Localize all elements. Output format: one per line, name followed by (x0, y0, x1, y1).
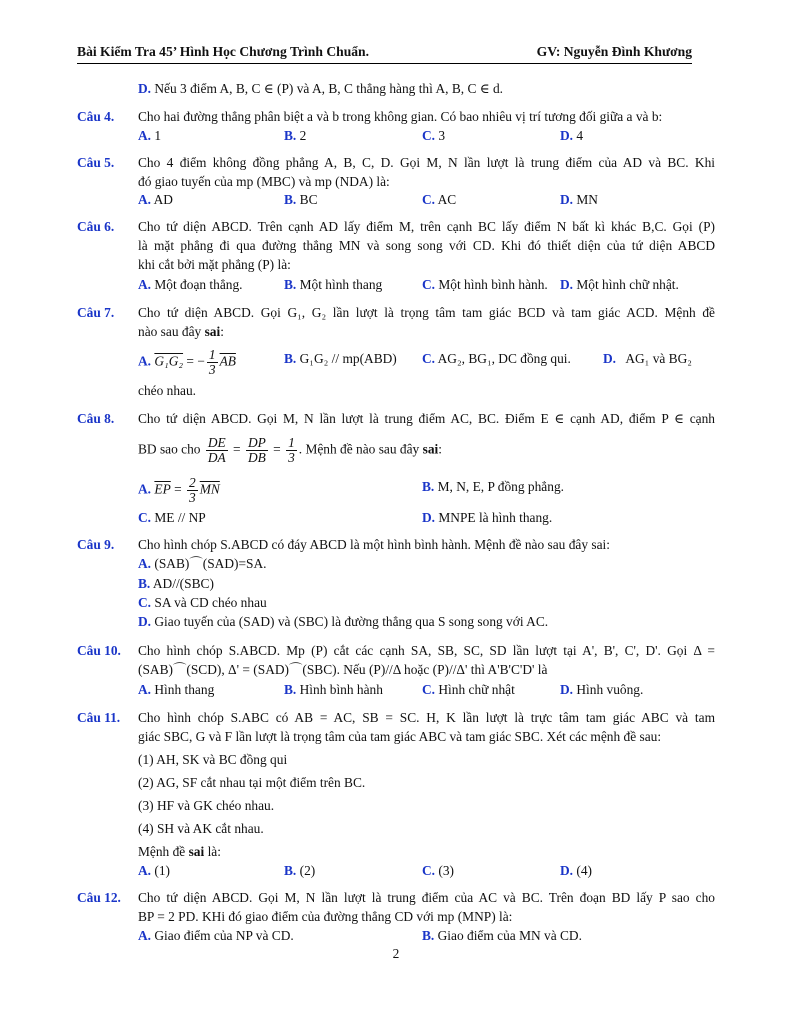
q8-option-a: A. $\overline{EP}$ = $\frac{2}{3}$ $\overline{MN}$ (138, 475, 220, 505)
q12-text-line1: Cho tứ diện ABCD. Gọi M, N lần lượt là trung điểm của AC và BC. Trên đoạn BD lấy P sao cho (138, 890, 715, 905)
q7-text-line1: Cho tứ diện ABCD. Gọi G₁, G₂ lần lượt là trọng tâm tam giác BCD và tam giác ACD. Mệnh đề (138, 305, 715, 320)
q9-option-d: D. Giao tuyến của (SAD) và (SBC) là đường thẳng qua S song song với AC. (138, 614, 549, 629)
q9-option-c: C. SA và CD chéo nhau (138, 595, 267, 610)
q11-option-d: D. (4) (560, 863, 593, 878)
q5-option-b: B. BC (284, 192, 318, 207)
q5-number: Câu 5. (77, 155, 115, 170)
q11-option-a: A. (1) (138, 863, 171, 878)
q11-statement-2: (2) AG, SF cắt nhau tại một điểm trên BC. (138, 775, 366, 790)
q8-number: Câu 8. (77, 411, 115, 426)
q5-option-d: D. MN (560, 192, 598, 207)
q6-option-d: D. Một hình chữ nhật. (560, 277, 679, 292)
q12-option-a: A. Giao điểm của NP và CD. (138, 928, 294, 943)
q6-text-line3: khi cắt bởi mặt phẳng (P) là: (138, 257, 291, 272)
q4-option-c: C. 3 (422, 128, 446, 143)
q5-text-line1: Cho 4 điểm không đồng phẳng A, B, C, D. Gọi M, N lần lượt là trung điểm của AD và BC. Khi (138, 155, 715, 170)
q9-number: Câu 9. (77, 537, 115, 552)
q5-option-c: C. AC (422, 192, 457, 207)
header-title: Bài Kiểm Tra 45’ Hình Học Chương Trình Chuẩn. (77, 44, 370, 59)
q11-statement-3: (3) HF và GK chéo nhau. (138, 798, 275, 813)
q11-text-line2: giác SBC, G và F lần lượt là trọng tâm của tam giác ABC và tam giác SBC. Xét các mệnh đề sau: (138, 729, 662, 744)
q7-option-d-cont: chéo nhau. (138, 383, 197, 398)
q6-text-line2: là mặt phẳng đi qua đường thẳng MN và song song với CD. Khi đó thiết diện của tứ diện ABCD (138, 238, 715, 253)
q6-number: Câu 6. (77, 219, 115, 234)
q10-option-a: A. Hình thang (138, 682, 215, 697)
q7-text-line2: nào sau đây sai: (138, 324, 224, 339)
q8-option-c: C. ME // NP (138, 510, 206, 525)
q4-text: Cho hai đường thẳng phân biệt a và b trong không gian. Có bao nhiêu vị trí tương đối giữa a và b: (138, 109, 663, 124)
q11-number: Câu 11. (77, 710, 121, 725)
q10-option-c: C. Hình chữ nhật (422, 682, 515, 697)
q10-option-b: B. Hình bình hành (284, 682, 383, 697)
q4-option-b: B. 2 (284, 128, 307, 143)
q10-number: Câu 10. (77, 643, 121, 658)
q4-option-a: A. 1 (138, 128, 162, 143)
q8-option-b: B. M, N, E, P đồng phẳng. (422, 479, 564, 494)
header-author: GV: Nguyễn Đình Khương (536, 44, 692, 59)
q6-text-line1: Cho tứ diện ABCD. Trên cạnh AD lấy điểm M, trên cạnh BC lấy điểm N bất kì khác B,C. Gọi (P) (138, 219, 715, 234)
q8-a-fraction: $\frac{2}{3}$ (189, 475, 196, 505)
q8-fraction-de-da: $\frac{DE}{DA}$ (207, 435, 226, 465)
q9-option-a: A. (SAB)⌒(SAD)=SA. (138, 556, 267, 571)
q9-text: Cho hình chóp S.ABCD có đáy ABCD là một hình bình hành. Mệnh đề nào sau đây sai: (138, 537, 610, 552)
q12-option-b: B. Giao điểm của MN và CD. (422, 928, 582, 943)
q10-text-line1: Cho hình chóp S.ABCD. Mp (P) cắt các cạnh SA, SB, SC, SD lần lượt tại A', B', C', D'. Gọi Δ = (138, 643, 715, 658)
q7-option-c: C. AG₂, BG₁, DC đồng qui. (422, 351, 571, 366)
q4-option-d: D. 4 (560, 128, 584, 143)
q5-option-a: A. AD (138, 192, 173, 207)
q6-option-b: B. Một hình thang (284, 277, 383, 292)
q6-option-c: C. Một hình bình hành. (422, 277, 548, 292)
page-number: 2 (392, 946, 400, 961)
q11-prompt: Mệnh đề sai là: (138, 844, 221, 859)
q10-text-line2: (SAB)⌒(SCD), Δ' = (SAD)⌒(SBC). Nếu (P)//Δ hoặc (P)//Δ' thì A'B'C'D' là (138, 662, 548, 677)
q11-text-line1: Cho hình chóp S.ABC có AB = AC, SB = SC. H, K lần lượt là trực tâm tam giác ABC và tam (138, 710, 715, 725)
q4-number: Câu 4. (77, 109, 115, 124)
q8-fraction-one-third: $\frac{1}{3}$ (288, 435, 295, 465)
q7-option-a: A. G₁G₂ = − $\frac{1}{3}$ $\overline{AB}$ (138, 347, 236, 377)
q6-option-a: A. Một đoạn thẳng. (138, 277, 243, 292)
q9-option-b: B. AD//(SBC) (138, 576, 214, 591)
page-header (77, 44, 692, 62)
q11-option-b: B. (2) (284, 863, 316, 878)
q8-text-line2: BD sao cho $\frac{DE}{DA}$ = $\frac{DP}{DB}$ = $\frac{1}{3}$ . Mệnh đề nào sau đây sai: (138, 435, 442, 465)
header-rule (77, 63, 692, 64)
q5-text-line2: đó giao tuyến của mp (MBC) và mp (NDA) là: (138, 174, 390, 189)
q7-number: Câu 7. (77, 305, 115, 320)
q8-fraction-dp-db: $\frac{DP}{DB}$ (247, 435, 266, 465)
q7-option-d: D. AG₁ và BG₂ (603, 351, 692, 366)
q7-a-fraction: $\frac{1}{3}$ (208, 347, 216, 377)
q11-option-c: C. (3) (422, 863, 455, 878)
q12-text-line2: BP = 2 PD. KHi đó giao điểm của đường thẳng CD với mp (MNP) là: (138, 909, 513, 924)
q10-option-d: D. Hình vuông. (560, 682, 644, 697)
q7-option-b: B. G₁G₂ // mp(ABD) (284, 351, 397, 366)
q3-option-d: D. Nếu 3 điểm A, B, C ∈ (P) và A, B, C thẳng hàng thì A, B, C ∈ d. (138, 81, 504, 96)
q8-option-d: D. MNPE là hình thang. (422, 510, 553, 525)
q8-text-line1: Cho tứ diện ABCD. Gọi M, N lần lượt là trung điểm AC, BC. Điểm E ∈ cạnh AD, điểm P ∈ cạnh (138, 411, 715, 426)
q11-statement-4: (4) SH và AK cắt nhau. (138, 821, 264, 836)
q11-statement-1: (1) AH, SK và BC đồng qui (138, 752, 288, 767)
q12-number: Câu 12. (77, 890, 121, 905)
